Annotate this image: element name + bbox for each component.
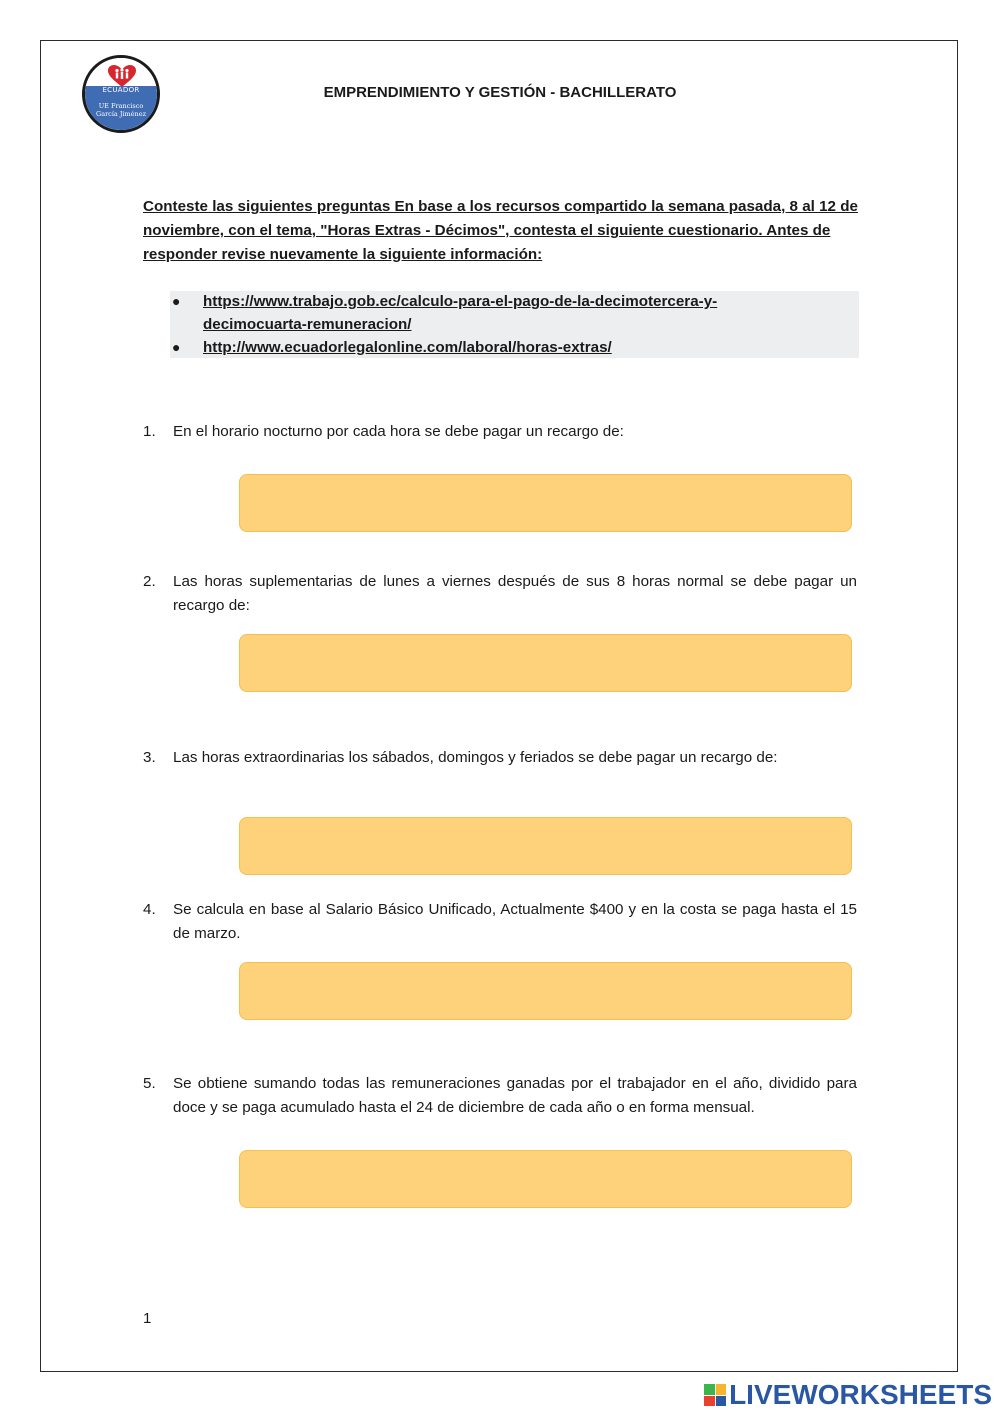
page-title: EMPRENDIMIENTO Y GESTIÓN - BACHILLERATO: [323, 84, 677, 101]
logo-name-line2: García Jiménez: [96, 110, 146, 118]
bullet-icon: ●: [172, 339, 181, 355]
liveworksheets-wordmark: LIVEWORKSHEETS: [729, 1379, 992, 1410]
liveworksheets-logo: [704, 1380, 992, 1410]
question-text: Se calcula en base al Salario Básico Unificado, Actualmente $400 y en la costa se paga hasta el 15 de marzo.: [173, 901, 857, 942]
resource-link-1[interactable]: [203, 290, 717, 336]
question-number: 5.: [143, 1075, 156, 1092]
question-text: En el horario nocturno por cada hora se debe pagar un recargo de:: [173, 423, 624, 440]
question-text: Las horas extraordinarias los sábados, domingos y feriados se debe pagar un recargo de:: [173, 749, 778, 766]
question-text: Las horas suplementarias de lunes a viernes después de sus 8 horas normal se debe pagar un recargo de:: [173, 573, 857, 614]
instructions-text: Conteste las siguientes preguntas En base a los recursos compartido la semana pasada, 8 al 12 de noviembre, con el tema, "Horas Extras - Décimos", contesta el siguiente cuestionario. Antes de responder revise nuevamente la siguiente información:: [143, 198, 858, 263]
question-number: 1.: [143, 423, 156, 440]
logo-school-name: [85, 102, 157, 118]
logo-name-line1: UE Francisco: [98, 102, 144, 110]
resource-link-1-line1[interactable]: https://www.trabajo.gob.ec/calculo-para-el-pago-de-la-decimotercera-y-: [203, 293, 718, 310]
question-number: 2.: [143, 573, 156, 590]
answer-field-3[interactable]: [239, 817, 852, 875]
answer-field-2[interactable]: [239, 634, 852, 692]
logo-band-text: ECUADOR: [85, 86, 157, 95]
question-text: Se obtiene sumando todas las remuneraciones ganadas por el trabajador en el año, dividido para doce y se paga acumulado hasta el 24 de diciembre de cada año o en forma mensual.: [173, 1075, 857, 1116]
bullet-icon: ●: [172, 293, 181, 309]
question-number: 3.: [143, 749, 156, 766]
answer-field-4[interactable]: [239, 962, 852, 1020]
answer-field-5[interactable]: [239, 1150, 852, 1208]
page-number: 1: [143, 1310, 152, 1327]
question-number: 4.: [143, 901, 156, 918]
resource-link-1-line2[interactable]: decimocuarta-remuneracion/: [203, 316, 412, 333]
answer-field-1[interactable]: [239, 474, 852, 532]
resource-link-2[interactable]: http://www.ecuadorlegalonline.com/laboral/horas-extras/: [203, 339, 612, 356]
liveworksheets-icon: [704, 1384, 726, 1406]
